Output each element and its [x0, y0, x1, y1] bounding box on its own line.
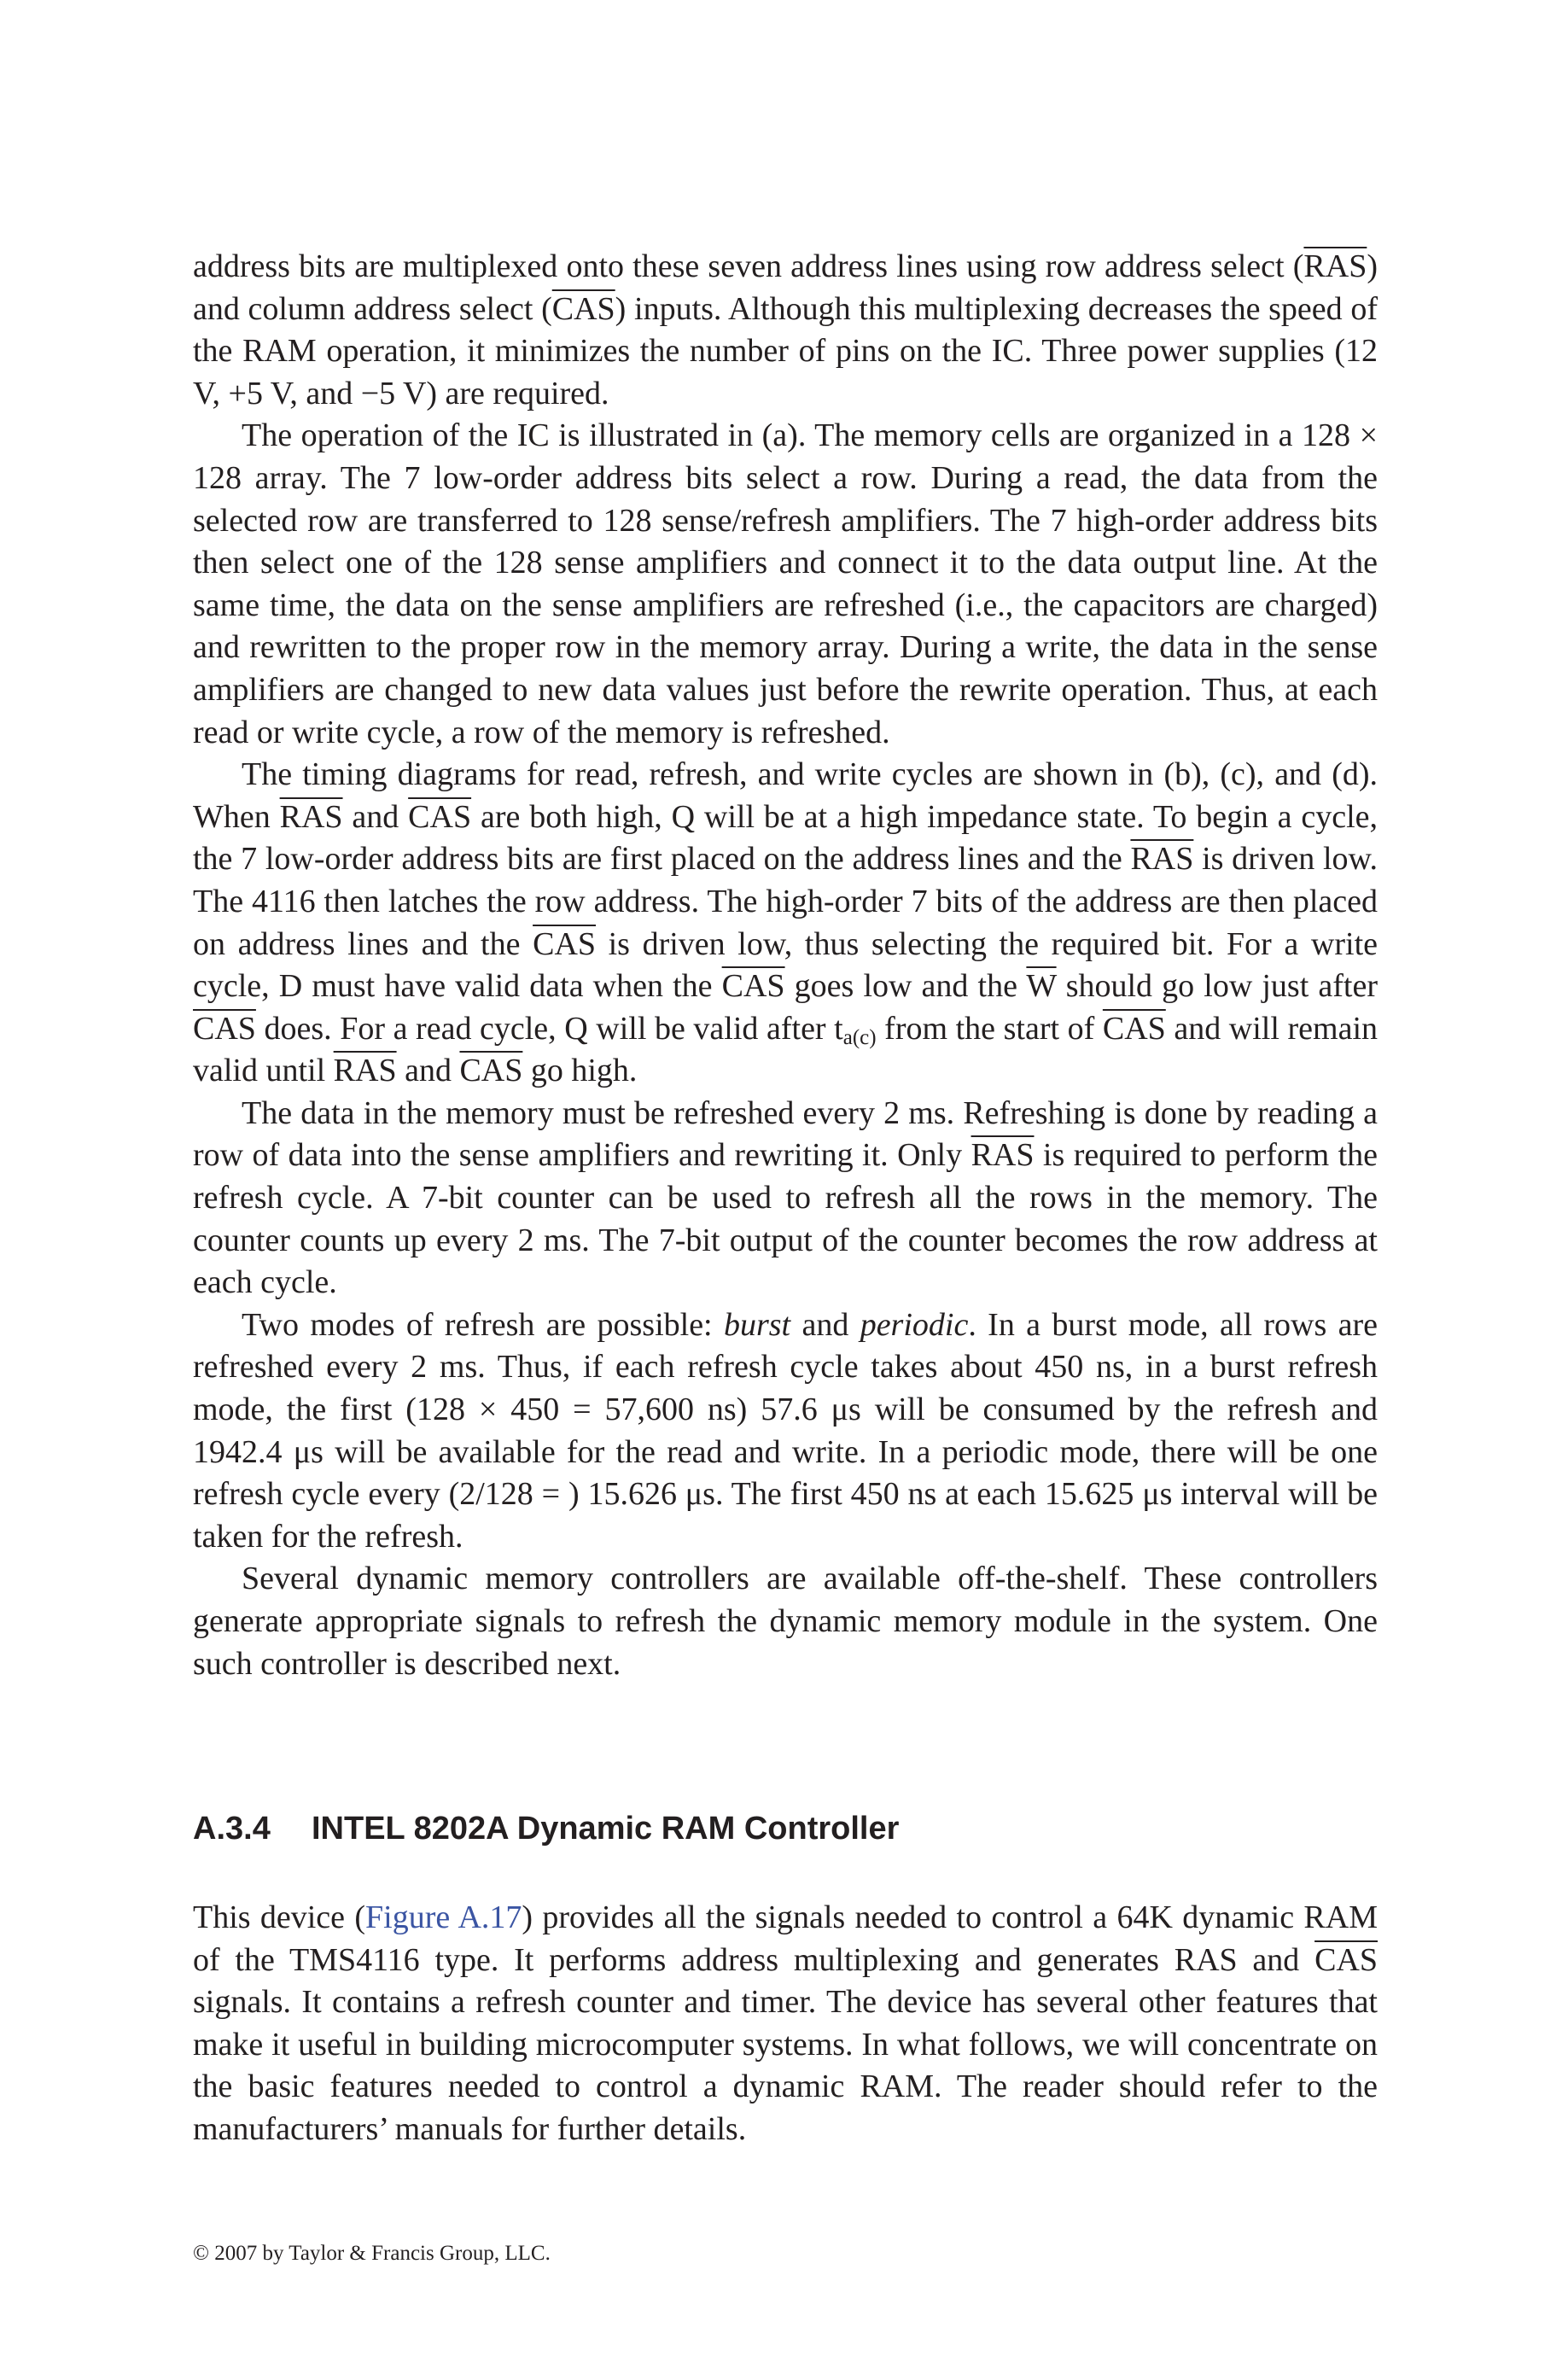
text-run: The data in the memory must be refreshed every 2 ms. Refreshing is done by reading a row of data into the sense amplifiers and rewriting it. Only	[193, 1094, 1378, 1174]
cas-signal: $\overline{CAS}$	[551, 290, 615, 327]
cas-signal: $\overline{CAS}$	[721, 968, 785, 1005]
text-run: ) and column address select (	[193, 248, 1378, 327]
text-run: . In a burst mode, all rows are refreshed every 2 ms. Thus, if each refresh cycle takes about 450 ns, in a burst refresh mode, the first (128 × 450 = 57,600 ns) 57.6 μs will be consumed by the refresh and 1942.4 μs will be available for the read and write. In a periodic mode, there will be one refresh cycle every (2/128 = ) 15.626 μs. The first 450 ns at each 15.625 μs interval will be taken for the refresh.	[193, 1306, 1378, 1555]
ras-signal: $\overline{RAS}$	[1303, 248, 1367, 284]
text-run: from the start of	[876, 1010, 1103, 1047]
cas-signal: $\overline{CAS}$	[533, 925, 597, 962]
ras-signal: $\overline{RAS}$	[279, 798, 343, 835]
section-title: INTEL 8202A Dynamic RAM Controller	[312, 1811, 900, 1847]
text-run: go high.	[522, 1053, 638, 1089]
text-run: and will remain valid until	[193, 1010, 1379, 1089]
paragraph-6: Several dynamic memory controllers are available off-the-shelf. These controllers generate appropriate signals to refresh the dynamic memory module in the system. One such controller is described next.	[193, 1561, 1378, 1682]
text-run: ) provides all the signals needed to control a 64K dynamic RAM of the TMS4116 type. It performs address multiplexing and generates RAS and	[193, 1899, 1379, 1978]
paragraph-2: The operation of the IC is illustrated in (a). The memory cells are organized in a 128 × 128 array. The 7 low-order address bits select a row. During a read, the data from the selected row are transferred to 128 sense/refresh amplifiers. The 7 high-order address bits then select one of the 128 sense amplifiers and connect it to the data output line. At the same time, the data on the sense amplifiers are refreshed (i.e., the capacitors are charged) and rewritten to the proper row in the memory array. During a write, the data in the sense amplifiers are changed to new data values just before the rewrite operation. Thus, at each read or write cycle, a row of the memory is refreshed.	[193, 417, 1378, 750]
emphasis-periodic: periodic	[860, 1306, 969, 1343]
text-run: is driven low, thus selecting the required bit. For a write cycle, D must have valid data when the	[193, 925, 1378, 1005]
text-run: does. For a read cycle, Q will be valid after t	[255, 1010, 843, 1047]
text-run: is driven low. The 4116 then latches the row address. The high-order 7 bits of the address are then placed on address lines and the	[193, 841, 1378, 962]
ras-signal: $\overline{RAS}$	[1130, 841, 1194, 878]
ras-signal: $\overline{RAS}$	[333, 1053, 397, 1089]
text-run: and	[790, 1306, 860, 1343]
paragraph-5	[193, 1304, 1378, 1559]
text-run: should go low just after	[1056, 968, 1378, 1005]
text-run: This device (	[193, 1899, 366, 1935]
ras-signal: $\overline{RAS}$	[971, 1137, 1035, 1174]
cas-signal: $\overline{CAS}$	[408, 798, 472, 835]
paragraph-3	[193, 754, 1378, 1093]
text-run: The timing diagrams for read, refresh, and write cycles are shown in (b), (c), and (d). When	[193, 756, 1378, 835]
body-text	[193, 246, 1378, 1685]
section-paragraph	[193, 1897, 1378, 2151]
text-run: address bits are multiplexed onto these seven address lines using row address select (	[193, 248, 1304, 284]
subscript: a(c)	[842, 1025, 877, 1049]
section-number: A.3.4	[193, 1811, 271, 1847]
text-run: ) inputs. Although this multiplexing decreases the speed of the RAM operation, it minimizes the number of pins on the IC. Three power supplies (12 V, +5 V, and −5 V) are required.	[193, 290, 1379, 411]
paragraph-1	[193, 246, 1378, 415]
cas-signal: $\overline{CAS}$	[1102, 1010, 1166, 1047]
text-run: goes low and the	[784, 968, 1027, 1005]
paragraph-4	[193, 1093, 1378, 1304]
text-run: signals. It contains a refresh counter and timer. The device has several other features that make it useful in building microcomputer systems. In what follows, we will concentrate on the basic features needed to control a dynamic RAM. The reader should refer to the manufacturers’ manuals for further details.	[193, 1984, 1378, 2147]
text-run: and	[342, 798, 409, 835]
cas-signal: $\overline{CAS}$	[459, 1053, 523, 1089]
figure-link[interactable]: Figure A.17	[365, 1899, 522, 1935]
cas-signal: $\overline{CAS}$	[1314, 1941, 1378, 1978]
copyright-footer: © 2007 by Taylor & Francis Group, LLC.	[193, 2242, 551, 2265]
cas-signal: $\overline{CAS}$	[193, 1010, 256, 1047]
text-run: Two modes of refresh are possible:	[242, 1306, 724, 1343]
text-run: is required to perform the refresh cycle. A 7-bit counter can be used to refresh all the rows in the memory. The counter counts up every 2 ms. The 7-bit output of the counter becomes the row address at each cycle.	[193, 1137, 1378, 1301]
text-run: are both high, Q will be at a high impedance state. To begin a cycle, the 7 low-order address bits are first placed on the address lines and the	[193, 798, 1378, 878]
emphasis-burst: burst	[723, 1306, 791, 1343]
w-signal: $\overline{W}$	[1026, 968, 1057, 1005]
text-run: and	[396, 1053, 460, 1089]
section-body	[193, 1897, 1378, 2151]
section-heading	[193, 1808, 899, 1849]
